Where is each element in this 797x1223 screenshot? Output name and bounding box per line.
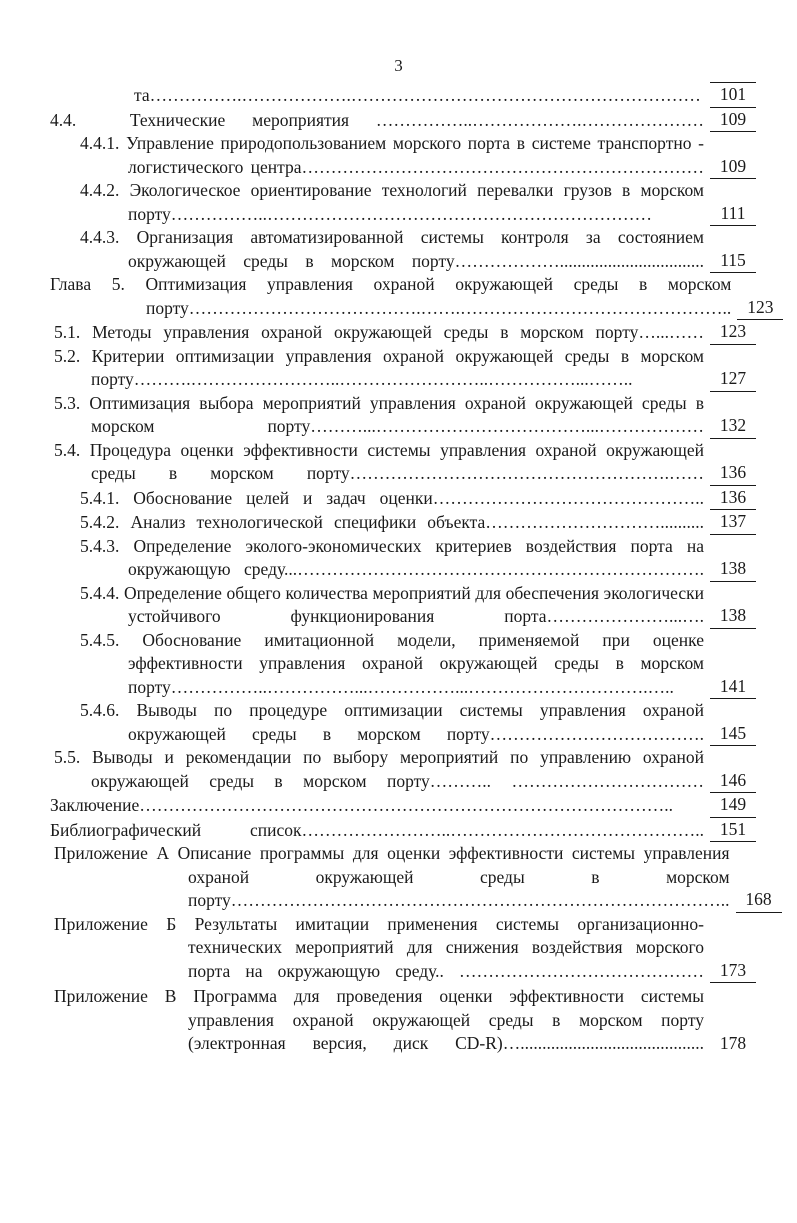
toc-entry-page: 137: [710, 510, 756, 535]
toc-entry: [50, 746, 756, 793]
toc-entry-title: та…………….……………….……………………………………………………: [134, 85, 701, 105]
toc-entry-title: Приложение Б Результаты имитации применения системы организационно-технических мероприятий для снижения воздействия морского порта на окружающую среду.. ……………………………………: [54, 913, 704, 981]
toc-entry-page: 109: [710, 155, 756, 180]
toc-entry-page: 149: [710, 793, 756, 818]
toc-entry-page: 127: [710, 367, 756, 392]
toc-entry-page: 136: [710, 486, 756, 511]
toc-entry-title: 5.4.1. Обоснование целей и задач оценки………………………………………..: [80, 487, 704, 508]
toc-entry-page: 173: [710, 959, 756, 984]
toc-entry-page: 178: [719, 1033, 747, 1053]
toc-entry-page: 101: [710, 82, 756, 108]
toc-entry: [50, 818, 756, 843]
toc-entry: [50, 486, 756, 511]
toc-entry-title: Глава 5. Оптимизация управления охраной окружающей среды в морском порту………………………………….…….………………………………………..: [50, 274, 732, 318]
toc-entry-page: 151: [710, 818, 756, 843]
toc-entry: [50, 985, 756, 1056]
toc-entry-page: 168: [736, 888, 782, 913]
toc-entry: [50, 392, 756, 439]
toc-entry-page: 115: [710, 249, 756, 274]
toc-entry: [50, 535, 756, 582]
toc-entry-title: Приложение А Описание программы для оценки эффективности системы управления охраной окружающей среды в морском порту…………………………………………………………………………..: [54, 843, 730, 910]
toc-entry-page: 146: [710, 769, 756, 794]
toc-entry: [50, 913, 756, 984]
toc-entry-title: 5.4.5. Обоснование имитационной модели, применяемой при оценке эффективности управления охраной окружающей среды в морском порту……………..……………...……………...………………………….…..: [80, 629, 704, 697]
toc-entry-title: 5.5. Выводы и рекомендации по выбору мероприятий по управлению охраной окружающей среды в морском порту……….. ……………………………: [54, 747, 704, 791]
toc-entry-title: Библиографический список……………………..……………………………………..: [50, 819, 704, 840]
toc-entry-page: 123: [737, 296, 783, 321]
toc-entry-title: 5.4.3. Определение эколого-экономических критериев воздействия порта на окружающую среду...…………………………………………………………….: [80, 535, 704, 579]
toc-entry-page: 132: [710, 414, 756, 439]
toc-entry: [50, 320, 756, 345]
toc-entry-page: 138: [710, 604, 756, 629]
toc-entry-title: 5.4. Процедура оценки эффективности системы управления охраной окружающей среды в морском порту……………………………………………….……: [54, 439, 704, 483]
table-of-contents: [50, 82, 774, 1056]
toc-entry-title: 5.2. Критерии оптимизации управления охраной окружающей среды в морском порту……….……………………..……………………..……………...……..: [54, 345, 704, 389]
toc-entry-title: 4.4.3. Организация автоматизированной системы контроля за состоянием окружающей среды в морском порту……………….................................: [80, 227, 704, 271]
toc-entry-title: 5.4.2. Анализ технологической специфики объекта…………………………..........: [80, 512, 704, 532]
toc-entry-title: 5.3. Оптимизация выбора мероприятий управления охраной окружающей среды в морском порту………...………………………………...………………: [54, 392, 704, 436]
toc-entry-title: 4.4.1. Управление природопользованием морского порта в системе транспортно - логистического центра……………………………………………………………: [80, 133, 704, 177]
toc-entry: [50, 699, 756, 746]
toc-entry: [50, 226, 756, 273]
toc-entry-title: Приложение В Программа для проведения оценки эффективности системы управления охраной окружающей среды в морском порту (электронная версия, диск CD-R)…..........................................: [54, 986, 704, 1053]
toc-entry: [50, 82, 756, 108]
toc-entry: [50, 273, 774, 320]
page-number: 3: [394, 56, 403, 75]
toc-entry: [50, 510, 756, 535]
toc-entry: [50, 179, 756, 226]
toc-entry-page: 141: [710, 675, 756, 700]
toc-entry-title: 5.1. Методы управления охраной окружающей среды в морском порту…...……: [54, 322, 704, 342]
toc-entry: [50, 842, 772, 913]
toc-entry: [50, 793, 756, 818]
toc-entry-page: 123: [710, 320, 756, 345]
toc-entry: [50, 582, 756, 629]
toc-entry-title: Заключение………………………………………………………………………………..: [50, 795, 673, 815]
toc-entry: [50, 108, 756, 133]
toc-entry: [50, 439, 756, 486]
toc-entry: [50, 132, 756, 179]
toc-entry-page: 136: [710, 461, 756, 486]
toc-entry-title: 5.4.4. Определение общего количества мероприятий для обеспечения экологически устойчивого функционирования порта…………………...….: [80, 582, 704, 626]
toc-entry-title: 4.4.2. Экологическое ориентирование технологий перевалки грузов в морском порту……………..…………………………………………………………: [80, 180, 704, 224]
toc-entry-page: 145: [710, 722, 756, 747]
toc-entry-page: 138: [710, 557, 756, 582]
toc-entry-page: 109: [710, 108, 756, 133]
toc-entry: [50, 629, 756, 700]
toc-entry: [50, 345, 756, 392]
toc-entry-title: 4.4. Технические мероприятия ……………..……………….…………………: [50, 109, 704, 130]
toc-entry-page: 111: [710, 202, 756, 227]
toc-entry-title: 5.4.6. Выводы по процедуре оптимизации системы управления охраной окружающей среды в морском порту……………………………….: [80, 700, 704, 744]
